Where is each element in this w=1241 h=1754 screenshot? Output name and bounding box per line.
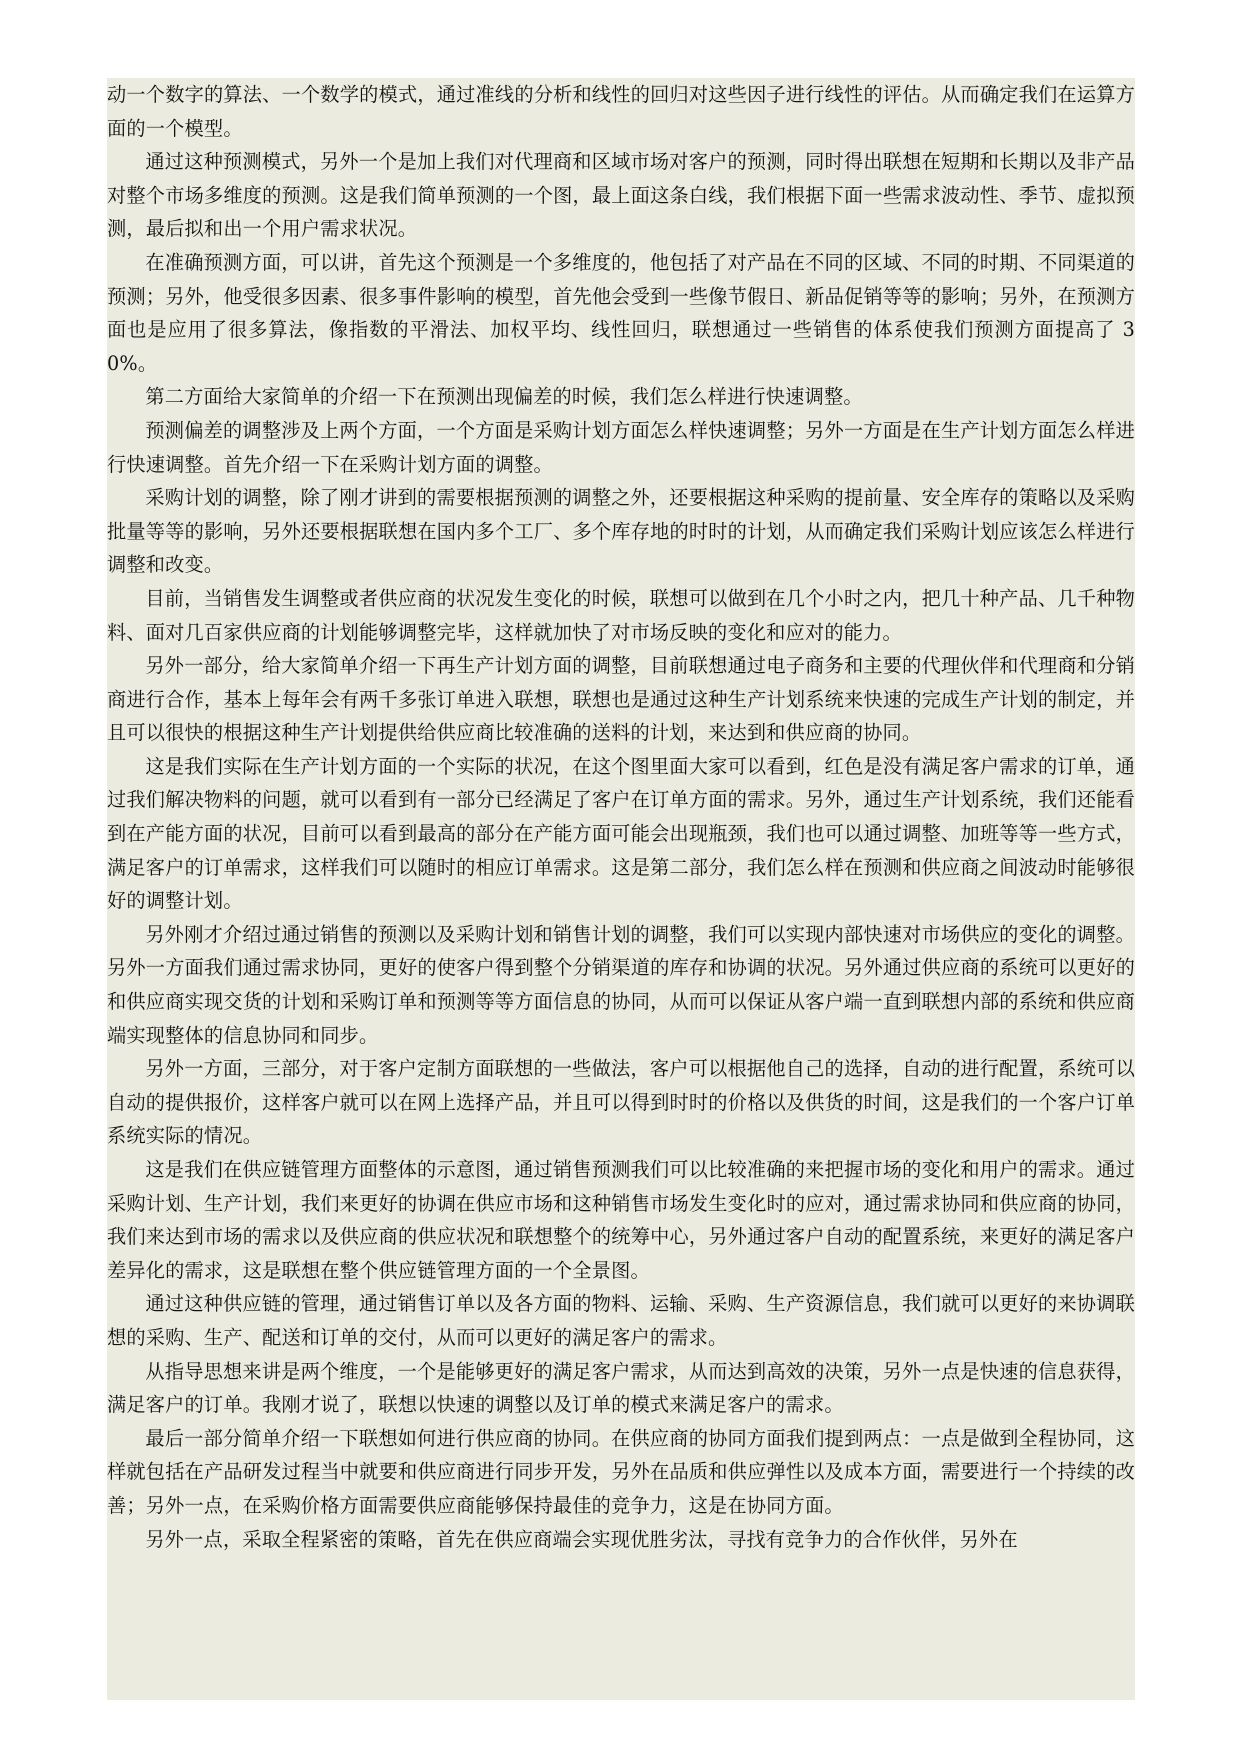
paragraph: 这是我们在供应链管理方面整体的示意图，通过销售预测我们可以比较准确的来把握市场的变化和用户的需求。通过采购计划、生产计划，我们来更好的协调在供应市场和这种销售市场发生变化时的应对，通过需求协同和供应商的协同，我们来达到市场的需求以及供应商的供应状况和联想整个的统筹中心，另外通过客户自动的配置系统，来更好的满足客户差异化的需求，这是联想在整个供应链管理方面的一个全景图。 — [107, 1158, 1135, 1282]
paragraph: 第二方面给大家简单的介绍一下在预测出现偏差的时候，我们怎么样进行快速调整。 — [145, 385, 863, 409]
paragraph: 动一个数字的算法、一个数学的模式，通过准线的分析和线性的回归对这些因子进行线性的评估。从而确定我们在运算方面的一个模型。 — [107, 83, 1135, 140]
paragraph: 另外一部分，给大家简单介绍一下再生产计划方面的调整，目前联想通过电子商务和主要的代理伙伴和代理商和分销商进行合作，基本上每年会有两千多张订单进入联想，联想也是通过这种生产计划系统来快速的完成生产计划的制定，并且可以很快的根据这种生产计划提供给供应商比较准确的送料的计划，来达到和供应商的协同。 — [107, 654, 1135, 745]
paragraph: 另外刚才介绍过通过销售的预测以及采购计划和销售计划的调整，我们可以实现内部快速对市场供应的变化的调整。另外一方面我们通过需求协同，更好的使客户得到整个分销渠道的库存和协调的状况。另外通过供应商的系统可以更好的和供应商实现交货的计划和采购订单和预测等等方面信息的协同，从而可以保证从客户端一直到联想内部的系统和供应商端实现整体的信息协同和同步。 — [107, 922, 1135, 1047]
paragraph: 目前，当销售发生调整或者供应商的状况发生变化的时候，联想可以做到在几个小时之内，把几十种产品、几千种物料、面对几百家供应商的计划能够调整完毕，这样就加快了对市场反映的变化和应对的能力。 — [107, 586, 1135, 644]
paragraph: 另外一点，采取全程紧密的策略，首先在供应商端会实现优胜劣汰，寻找有竞争力的合作伙伴，另外在 — [145, 1527, 1018, 1551]
document-body — [107, 78, 1135, 1700]
paragraph: 最后一部分简单介绍一下联想如何进行供应商的协同。在供应商的协同方面我们提到两点：一点是做到全程协同，这样就包括在产品研发过程当中就要和供应商进行同步开发，另外在品质和供应弹性以及成本方面，需要进行一个持续的改善；另外一点，在采购价格方面需要供应商能够保持最佳的竞争力，这是在协同方面。 — [107, 1426, 1135, 1517]
paragraph: 采购计划的调整，除了刚才讲到的需要根据预测的调整之外，还要根据这种采购的提前量、安全库存的策略以及采购批量等等的影响，另外还要根据联想在国内多个工厂、多个库存地的时时的计划，从而确定我们采购计划应该怎么样进行调整和改变。 — [107, 486, 1135, 577]
paragraph: 预测偏差的调整涉及上两个方面，一个方面是采购计划方面怎么样快速调整；另外一方面是在生产计划方面怎么样进行快速调整。首先介绍一下在采购计划方面的调整。 — [107, 418, 1135, 476]
paragraph: 通过这种预测模式，另外一个是加上我们对代理商和区域市场对客户的预测，同时得出联想在短期和长期以及非产品对整个市场多维度的预测。这是我们简单预测的一个图，最上面这条白线，我们根据下面一些需求波动性、季节、虚拟预测，最后拟和出一个用户需求状况。 — [107, 150, 1135, 241]
paragraph: 另外一方面，三部分，对于客户定制方面联想的一些做法，客户可以根据他自己的选择，自动的进行配置，系统可以自动的提供报价，这样客户就可以在网上选择产品，并且可以得到时时的价格以及供货的时间，这是我们的一个客户订单系统实际的情况。 — [107, 1057, 1135, 1148]
paragraph: 通过这种供应链的管理，通过销售订单以及各方面的物料、运输、采购、生产资源信息，我们就可以更好的来协调联想的采购、生产、配送和订单的交付，从而可以更好的满足客户的需求。 — [107, 1292, 1135, 1349]
paragraph: 这是我们实际在生产计划方面的一个实际的状况，在这个图里面大家可以看到，红色是没有满足客户需求的订单，通过我们解决物料的问题，就可以看到有一部分已经满足了客户在订单方面的需求。另外，通过生产计划系统，我们还能看到在产能方面的状况，目前可以看到最高的部分在产能方面可能会出现瓶颈，我们也可以通过调整、加班等等一些方式，满足客户的订单需求，这样我们可以随时的相应订单需求。这是第二部分，我们怎么样在预测和供应商之间波动时能够很好的调整计划。 — [107, 754, 1135, 913]
paragraph: 在准确预测方面，可以讲，首先这个预测是一个多维度的，他包括了对产品在不同的区域、不同的时期、不同渠道的预测；另外，他受很多因素、很多事件影响的模型，首先他会受到一些像节假日、新品促销等等的影响；另外，在预测方面也是应用了很多算法，像指数的平滑法、加权平均、线性回归，联想通过一些销售的体系使我们预测方面提高了 30%。 — [107, 250, 1135, 375]
paragraph: 从指导思想来讲是两个维度，一个是能够更好的满足客户需求，从而达到高效的决策，另外一点是快速的信息获得，满足客户的订单。我刚才说了，联想以快速的调整以及订单的模式来满足客户的需求。 — [107, 1359, 1135, 1417]
